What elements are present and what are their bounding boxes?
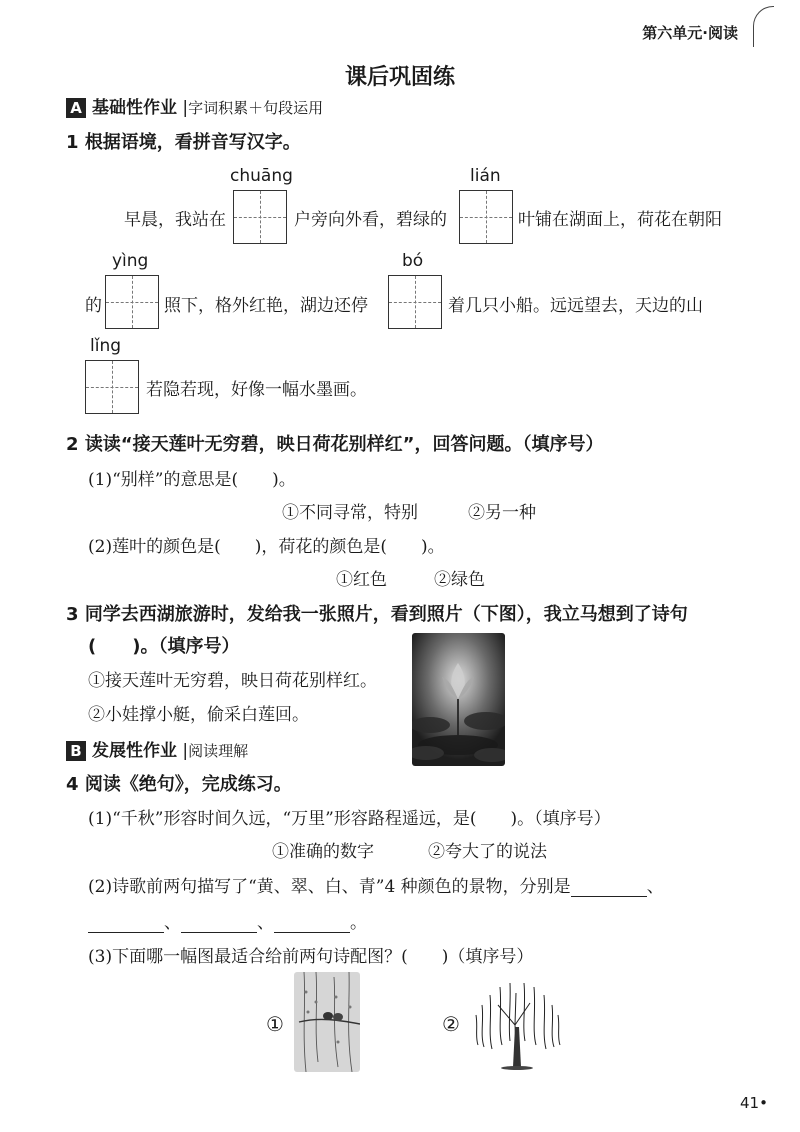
- q2-sub2: (2)莲叶的颜色是( )，荷花的颜色是( )。: [88, 537, 445, 557]
- q3-title-cont: ( )。（填序号）: [88, 636, 240, 657]
- q2-sub1-option-1: ①不同寻常，特别: [282, 503, 418, 523]
- page-number: 41•: [740, 1094, 768, 1112]
- q1-title-text: 根据语境，看拼音写汉字。: [84, 132, 301, 153]
- q1-number: 1: [66, 132, 79, 153]
- section-a-subtitle: 字词积累＋句段运用: [188, 99, 324, 117]
- image-label-2: ②: [442, 1012, 460, 1036]
- q1-line1-c: 叶铺在湖面上，荷花在朝阳: [518, 210, 722, 230]
- image-label-1: ①: [266, 1012, 284, 1036]
- q1-line1-a: 早晨，我站在: [124, 210, 226, 230]
- pinyin-1: chuāng: [230, 166, 293, 186]
- page-title: 课后巩固练: [344, 65, 455, 90]
- section-a-title: 基础性作业: [92, 98, 177, 118]
- q2-title: [66, 430, 603, 456]
- willow-birds-image: [294, 972, 360, 1072]
- writing-box-4[interactable]: [388, 275, 442, 329]
- writing-box-1[interactable]: [233, 190, 287, 244]
- q4-sub2-sep-1: 、: [646, 877, 664, 897]
- writing-box-2[interactable]: [459, 190, 513, 244]
- writing-box-3[interactable]: [105, 275, 159, 329]
- q2-sub1-option-2: ②另一种: [468, 503, 536, 523]
- q4-sub2: (2)诗歌前两句描写了“黄、翠、白、青”4 种颜色的景物，分别是: [88, 877, 571, 897]
- q4-sub2-line: [88, 872, 664, 897]
- q4-sub1-option-1: ①准确的数字: [272, 842, 374, 862]
- q2-sub2-option-1: ①红色: [336, 570, 387, 590]
- answer-blank-1[interactable]: [571, 880, 647, 897]
- q2-title-text: 读读“接天莲叶无穷碧，映日荷花别样红”，回答问题。（填序号）: [84, 434, 604, 455]
- willow-tree-image: [468, 975, 566, 1071]
- pinyin-3: yìng: [112, 251, 149, 271]
- q3-option-1: ①接天莲叶无穷碧，映日荷花别样红。: [88, 671, 377, 691]
- writing-box-5[interactable]: [85, 360, 139, 414]
- q4-sub2-sep-3: 、: [257, 913, 274, 933]
- q2-sub1: (1)“别样”的意思是( )。: [88, 470, 296, 490]
- q4-sub2-sep-2: 、: [164, 913, 181, 933]
- q2-sub2-option-2: ②绿色: [434, 570, 485, 590]
- q1-title: [66, 128, 301, 154]
- pinyin-4: bó: [402, 251, 424, 271]
- q1-line3-a: 若隐若现，好像一幅水墨画。: [146, 380, 367, 400]
- section-b-title: 发展性作业: [92, 741, 177, 761]
- q3-title: [66, 600, 688, 626]
- q1-line1-b: 户旁向外看，碧绿的: [294, 210, 447, 230]
- answer-blank-4[interactable]: [274, 916, 350, 933]
- q4-number: 4: [66, 774, 79, 795]
- q4-sub3: (3)下面哪一幅图最适合给前两句诗配图？( )（填序号）: [88, 947, 534, 967]
- lotus-photo: [412, 633, 505, 766]
- pinyin-5: lǐng: [90, 336, 122, 356]
- q3-title-text: 同学去西湖旅游时，发给我一张照片，看到照片（下图），我立马想到了诗句: [84, 604, 688, 625]
- q1-line2-b: 照下，格外红艳，湖边还停: [164, 296, 368, 316]
- q3-number: 3: [66, 604, 79, 625]
- q4-sub1: (1)“千秋”形容时间久远，“万里”形容路程遥远，是( )。（填序号）: [88, 809, 611, 829]
- q3-option-2: ②小娃撑小艇，偷采白莲回。: [88, 705, 309, 725]
- q4-sub2-line2: [88, 908, 367, 933]
- q1-line2-c: 着几只小船。远远望去，天边的山: [448, 296, 703, 316]
- section-b-heading: [66, 736, 248, 761]
- answer-blank-3[interactable]: [181, 916, 257, 933]
- q4-sub2-sep-4: 。: [350, 913, 367, 933]
- q2-number: 2: [66, 434, 79, 455]
- section-b-badge: B: [66, 741, 86, 761]
- section-a-divider: |: [182, 98, 189, 118]
- section-a-heading: [66, 93, 323, 118]
- section-a-badge: A: [66, 98, 86, 118]
- corner-decoration: [753, 6, 774, 47]
- q4-title-text: 阅读《绝句》，完成练习。: [84, 774, 292, 795]
- unit-label: 第六单元·阅读: [642, 24, 738, 42]
- section-b-subtitle: 阅读理解: [188, 742, 249, 760]
- q4-title: [66, 770, 292, 796]
- answer-blank-2[interactable]: [88, 916, 164, 933]
- section-b-divider: |: [182, 741, 189, 761]
- pinyin-2: lián: [470, 166, 501, 186]
- q4-sub1-option-2: ②夸大了的说法: [428, 842, 547, 862]
- q1-line2-a: 的: [85, 296, 102, 316]
